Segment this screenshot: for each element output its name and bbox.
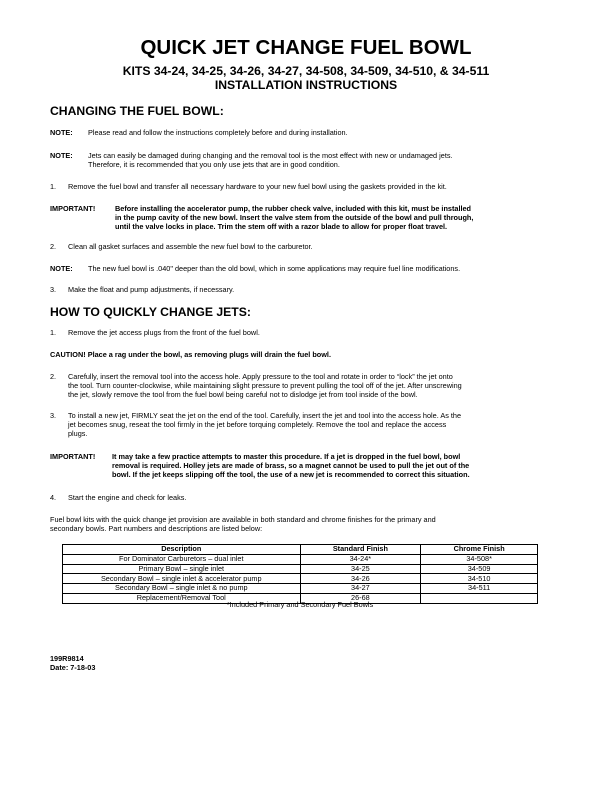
- note-text: Therefore, it is recommended that you only use jets that are in good condition.: [88, 160, 340, 169]
- important-label: IMPORTANT!: [50, 204, 96, 213]
- table-cell: 34-25: [300, 564, 421, 574]
- step-text: the jet, slowly remove the tool from the fuel bowl being careful not to dislodge jet from tool inside of the bowl.: [68, 390, 418, 399]
- section-heading-change-jets: HOW TO QUICKLY CHANGE JETS:: [50, 305, 251, 319]
- document-code: 199R9814: [50, 654, 84, 663]
- note-text: The new fuel bowl is .040" deeper than the old bowl, which in some applications may require fuel line modifications.: [88, 264, 461, 273]
- table-row: [63, 554, 538, 564]
- step-number: 1.: [50, 182, 57, 191]
- step-text: Remove the jet access plugs from the front of the fuel bowl.: [68, 328, 260, 337]
- important-text: in the pump cavity of the new bowl. Insert the valve stem from the outside of the bowl and pull through,: [115, 213, 474, 222]
- table-cell: 26-68: [300, 593, 421, 603]
- note-label: NOTE:: [50, 128, 73, 137]
- step-number: 1.: [50, 328, 57, 337]
- table-cell: 34-510: [421, 574, 538, 584]
- step-text: To install a new jet, FIRMLY seat the jet on the end of the tool. Carefully, insert the jet and tool into the access hole. As the: [68, 411, 462, 420]
- section-heading-fuel-bowl: CHANGING THE FUEL BOWL:: [50, 104, 224, 118]
- important-text: removal is required. Holley jets are made of brass, so a magnet cannot be used to pull the jet out of the: [112, 461, 470, 470]
- table-row: [63, 574, 538, 584]
- step-number: 2.: [50, 372, 57, 381]
- important-label: IMPORTANT!: [50, 452, 96, 461]
- page-subtitle: INSTALLATION INSTRUCTIONS: [214, 78, 398, 92]
- table-cell: 34-508*: [421, 554, 538, 564]
- step-text: Make the float and pump adjustments, if necessary.: [68, 285, 235, 294]
- page-title: QUICK JET CHANGE FUEL BOWL: [140, 36, 472, 59]
- parts-table: [62, 544, 538, 604]
- step-text: Start the engine and check for leaks.: [68, 493, 187, 502]
- step-number: 2.: [50, 242, 57, 251]
- step-text: Carefully, insert the removal tool into the access hole. Apply pressure to the tool and rotate in order to “lock” the jet onto: [68, 372, 453, 381]
- table-cell: 34-511: [421, 584, 538, 594]
- important-text: Before installing the accelerator pump, the rubber check valve, included with this kit, must be installed: [115, 204, 472, 213]
- document-date: Date: 7-18-03: [50, 663, 96, 672]
- important-text: bowl. If the jet keeps slipping off the tool, the use of a new jet is recommended to correct this situation.: [112, 470, 470, 479]
- step-number: 3.: [50, 285, 57, 294]
- table-cell: For Dominator Carburetors – dual inlet: [63, 554, 301, 564]
- table-cell: Primary Bowl – single inlet: [63, 564, 301, 574]
- step-text: Clean all gasket surfaces and assemble the new fuel bowl to the carburetor.: [68, 242, 313, 251]
- table-cell: Secondary Bowl – single inlet & accelerator pump: [63, 574, 301, 584]
- intro-text: Fuel bowl kits with the quick change jet provision are available in both standard and chrome finishes for the primary and: [50, 515, 436, 524]
- kits-line: KITS 34-24, 34-25, 34-26, 34-27, 34-508, 34-509, 34-510, & 34-511: [122, 64, 490, 78]
- step-number: 4.: [50, 493, 57, 502]
- caution-text: CAUTION! Place a rag under the bowl, as removing plugs will drain the fuel bowl.: [50, 350, 331, 359]
- table-cell: 34-26: [300, 574, 421, 584]
- table-header-cell: Standard Finish: [300, 545, 421, 555]
- table-row: [63, 584, 538, 594]
- step-text: jet becomes snug, reseat the tool firmly in the jet before torquing completely. Remove the tool and replace the access: [68, 420, 447, 429]
- note-text: Please read and follow the instructions completely before and during installation.: [88, 128, 348, 137]
- table-row: [63, 564, 538, 574]
- intro-text: secondary bowls. Part numbers and descriptions are listed below:: [50, 524, 263, 533]
- table-header-cell: Description: [63, 545, 301, 555]
- table-cell: Replacement/Removal Tool: [63, 593, 301, 603]
- table-header-row: [63, 545, 538, 555]
- table-cell: 34-509: [421, 564, 538, 574]
- table-cell: 34-27: [300, 584, 421, 594]
- important-text: It may take a few practice attempts to master this procedure. If a jet is dropped in the fuel bowl, bowl: [112, 452, 461, 461]
- step-text: Remove the fuel bowl and transfer all necessary hardware to your new fuel bowl using the gaskets provided in the kit.: [68, 182, 447, 191]
- table-header-cell: Chrome Finish: [421, 545, 538, 555]
- table-cell: Secondary Bowl – single inlet & no pump: [63, 584, 301, 594]
- note-label: NOTE:: [50, 264, 73, 273]
- table-footnote: *Included Primary and Secondary Fuel Bowls: [226, 600, 374, 609]
- note-label: NOTE:: [50, 151, 73, 160]
- note-text: Jets can easily be damaged during changing and the removal tool is the most effect with new or undamaged jets.: [88, 151, 453, 160]
- step-text: the tool. Turn counter-clockwise, while maintaining slight pressure to prevent pulling the tool off of the jet. After unscrewing: [68, 381, 462, 390]
- important-text: until the valve locks in place. Trim the stem off with a razor blade to allow for proper float travel.: [115, 222, 448, 231]
- step-number: 3.: [50, 411, 57, 420]
- table-cell: 34-24*: [300, 554, 421, 564]
- step-text: plugs.: [68, 429, 88, 438]
